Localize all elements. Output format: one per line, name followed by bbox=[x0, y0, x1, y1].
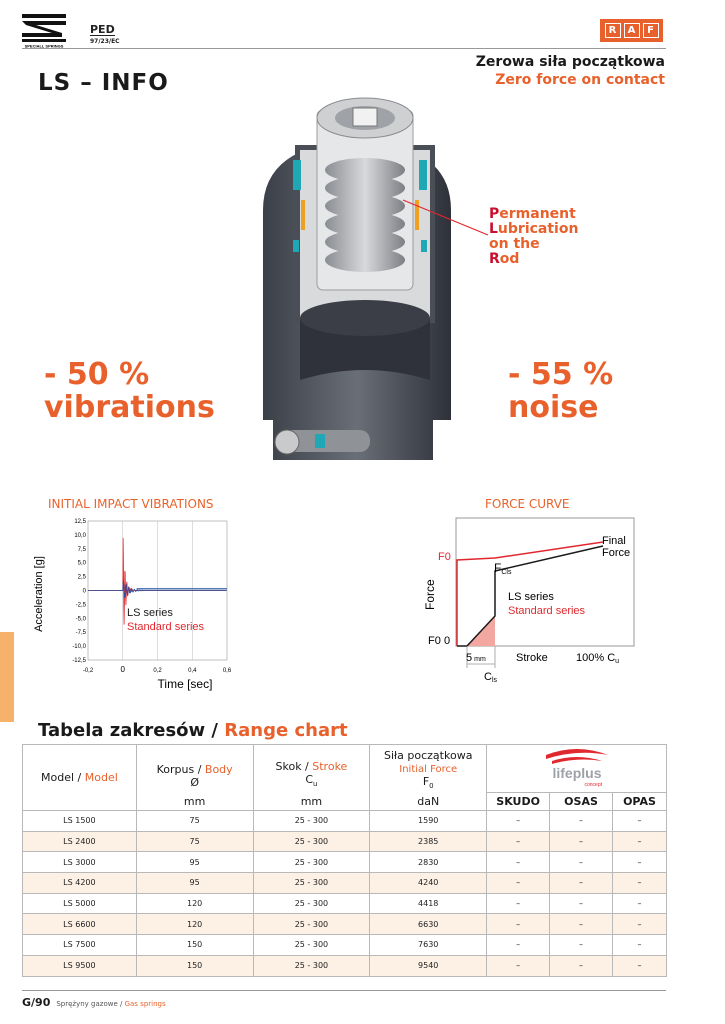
table-row bbox=[23, 873, 667, 894]
five-mm-label: 5 mm bbox=[466, 652, 486, 664]
gas-spring-cutaway-illustration bbox=[255, 90, 460, 475]
table-row bbox=[23, 935, 667, 956]
noise-label: noise bbox=[508, 390, 599, 425]
table-row bbox=[23, 914, 667, 935]
table-cell: – bbox=[612, 831, 666, 852]
force-chart-title: FORCE CURVE bbox=[485, 497, 570, 511]
table-row bbox=[23, 852, 667, 873]
f0-bottom-label: F0 bbox=[428, 635, 441, 647]
vibration-chart bbox=[30, 512, 245, 692]
vibration-label: vibrations bbox=[44, 390, 215, 425]
vibration-x-axis-label: Time [sec] bbox=[157, 677, 213, 691]
table-cell: 2385 bbox=[370, 831, 487, 852]
table-cell: 75 bbox=[136, 811, 253, 832]
vibration-y-tick: -7,5 bbox=[75, 630, 86, 637]
table-cell: 4418 bbox=[370, 893, 487, 914]
vibration-y-tick: -10,0 bbox=[72, 644, 86, 651]
table-cell: 25 - 300 bbox=[253, 852, 370, 873]
force-curve-chart bbox=[420, 512, 640, 687]
f0-top-label: F0 bbox=[438, 551, 451, 563]
vibration-y-tick: -2,5 bbox=[75, 602, 86, 609]
unit-body: mm bbox=[136, 793, 253, 811]
special-springs-logo bbox=[22, 14, 66, 48]
col-header-skudo: SKUDO bbox=[487, 793, 550, 811]
raf-letter: F bbox=[643, 23, 659, 38]
table-cell: – bbox=[550, 873, 613, 894]
table-cell: LS 6600 bbox=[23, 914, 137, 935]
footer-caption: Sprężyny gazowe / Gas springs bbox=[56, 1000, 166, 1008]
raf-logo bbox=[600, 19, 663, 42]
svg-text:concept: concept bbox=[584, 782, 602, 788]
vibration-x-tick: 0,2 bbox=[153, 668, 162, 674]
page-number: G/90 bbox=[22, 996, 51, 1009]
table-cell: 25 - 300 bbox=[253, 914, 370, 935]
table-cell: – bbox=[612, 893, 666, 914]
ped-badge bbox=[90, 18, 120, 45]
table-cell: 95 bbox=[136, 873, 253, 894]
svg-text:lifeplus: lifeplus bbox=[552, 765, 602, 781]
table-cell: 9540 bbox=[370, 955, 487, 976]
col-header-osas: OSAS bbox=[550, 793, 613, 811]
col-header-model: Model / Model bbox=[23, 745, 137, 811]
table-cell: 95 bbox=[136, 852, 253, 873]
col-header-opas: OPAS bbox=[612, 793, 666, 811]
raf-letter: R bbox=[605, 23, 621, 38]
table-cell: 150 bbox=[136, 955, 253, 976]
cls-label: Cls bbox=[484, 671, 498, 684]
table-cell: – bbox=[487, 873, 550, 894]
vibration-chart-title: INITIAL IMPACT VIBRATIONS bbox=[48, 497, 214, 511]
vibration-y-tick: 5,0 bbox=[77, 560, 86, 567]
table-cell: 150 bbox=[136, 935, 253, 956]
force-legend-standard: Standard series bbox=[508, 605, 586, 617]
table-cell: LS 4200 bbox=[23, 873, 137, 894]
lube-line: on the bbox=[489, 236, 540, 252]
table-cell: – bbox=[487, 831, 550, 852]
vibration-y-tick: -5,0 bbox=[75, 616, 86, 623]
page-footer bbox=[22, 996, 166, 1009]
col-header-stroke: Skok / Stroke $C_u$ bbox=[253, 745, 370, 793]
lubrication-pointer-line bbox=[400, 190, 495, 240]
table-cell: – bbox=[612, 935, 666, 956]
final-force-label-1: Final bbox=[602, 535, 626, 547]
table-cell: – bbox=[550, 935, 613, 956]
table-cell: – bbox=[550, 811, 613, 832]
vibration-x-tick: 0 bbox=[120, 665, 125, 674]
ped-title: PED bbox=[90, 23, 115, 36]
header-divider bbox=[22, 48, 666, 49]
lube-line: Lubrication bbox=[489, 221, 579, 237]
fcls-label: FCls bbox=[494, 561, 512, 576]
vibration-y-tick: 12,5 bbox=[74, 519, 86, 525]
table-cell: LS 1500 bbox=[23, 811, 137, 832]
table-cell: 25 - 300 bbox=[253, 873, 370, 894]
vibration-x-tick: 0,6 bbox=[222, 668, 232, 674]
brand-caption: SPECIALL SPRINGS bbox=[24, 43, 64, 48]
table-cell: – bbox=[487, 811, 550, 832]
table-cell: – bbox=[612, 852, 666, 873]
table-cell: – bbox=[487, 893, 550, 914]
ped-subtitle: 97/23/EC bbox=[90, 38, 120, 45]
table-cell: 75 bbox=[136, 831, 253, 852]
table-cell: 120 bbox=[136, 893, 253, 914]
force-legend-ls: LS series bbox=[508, 591, 554, 603]
table-row bbox=[23, 955, 667, 976]
table-cell: 25 - 300 bbox=[253, 811, 370, 832]
table-row bbox=[23, 893, 667, 914]
table-cell: – bbox=[612, 914, 666, 935]
vibration-y-tick: 0 bbox=[82, 588, 86, 595]
footer-divider bbox=[22, 990, 666, 991]
col-header-body: Korpus / Body Ø bbox=[136, 745, 253, 793]
table-cell: – bbox=[612, 873, 666, 894]
table-cell: – bbox=[487, 935, 550, 956]
table-cell: LS 5000 bbox=[23, 893, 137, 914]
vibration-x-tick: 0,4 bbox=[188, 668, 197, 674]
vibration-y-axis-label: Acceleration [g] bbox=[33, 556, 45, 632]
table-cell: 1590 bbox=[370, 811, 487, 832]
table-cell: 25 - 300 bbox=[253, 893, 370, 914]
page-title: LS – INFO bbox=[38, 70, 169, 96]
col-header-initial-force: Siła początkowa Initial Force $F_0$ bbox=[370, 745, 487, 793]
table-cell: – bbox=[550, 955, 613, 976]
table-cell: LS 9500 bbox=[23, 955, 137, 976]
noise-reduction-callout bbox=[508, 358, 613, 424]
section-tab-marker bbox=[0, 632, 14, 722]
table-cell: 2830 bbox=[370, 852, 487, 873]
unit-stroke: mm bbox=[253, 793, 370, 811]
lubrication-label bbox=[489, 207, 578, 267]
table-row bbox=[23, 811, 667, 832]
lifeplus-logo bbox=[487, 745, 667, 793]
subtitle-english: Zero force on contact bbox=[495, 72, 665, 88]
table-cell: – bbox=[487, 914, 550, 935]
final-force-label-2: Force bbox=[602, 547, 631, 559]
vibration-percent: - 50 % bbox=[44, 357, 150, 392]
vibration-y-tick: 2,5 bbox=[77, 574, 86, 581]
table-cell: – bbox=[550, 852, 613, 873]
table-cell: LS 7500 bbox=[23, 935, 137, 956]
table-cell: – bbox=[550, 914, 613, 935]
vibration-x-tick: -0,2 bbox=[82, 668, 94, 674]
table-cell: 25 - 300 bbox=[253, 831, 370, 852]
table-cell: – bbox=[487, 955, 550, 976]
table-cell: – bbox=[612, 955, 666, 976]
vibration-legend-ls: LS series bbox=[127, 607, 173, 619]
lube-line: Permanent bbox=[489, 206, 576, 222]
vibration-y-tick: -12,5 bbox=[72, 658, 86, 664]
table-cell: – bbox=[550, 893, 613, 914]
lifeplus-swoosh-icon bbox=[540, 745, 614, 789]
vibration-reduction-callout bbox=[44, 358, 215, 424]
table-cell: 7630 bbox=[370, 935, 487, 956]
table-cell: 6630 bbox=[370, 914, 487, 935]
lube-line: Rod bbox=[489, 251, 520, 267]
force-y-axis-label: Force bbox=[423, 579, 437, 610]
table-cell: – bbox=[612, 811, 666, 832]
table-cell: 120 bbox=[136, 914, 253, 935]
vibration-legend-standard: Standard series bbox=[127, 621, 205, 633]
raf-letter: A bbox=[624, 23, 640, 38]
subtitle-polish: Zerowa siła początkowa bbox=[475, 54, 665, 70]
table-cell: 25 - 300 bbox=[253, 935, 370, 956]
vibration-y-tick: 10,0 bbox=[74, 532, 86, 539]
table-cell: LS 2400 bbox=[23, 831, 137, 852]
range-chart-table bbox=[22, 744, 667, 977]
table-cell: – bbox=[550, 831, 613, 852]
unit-force: daN bbox=[370, 793, 487, 811]
stroke-x-axis-label: Stroke bbox=[516, 652, 548, 664]
zero-label: 0 bbox=[444, 635, 451, 647]
noise-percent: - 55 % bbox=[508, 357, 614, 392]
vibration-y-tick: 7,5 bbox=[77, 546, 86, 553]
table-cell: LS 3000 bbox=[23, 852, 137, 873]
table-cell: 4240 bbox=[370, 873, 487, 894]
range-chart-title: Tabela zakresów / Range chart bbox=[38, 720, 348, 741]
hundred-cu-label: 100% Cu bbox=[576, 652, 620, 665]
table-cell: 25 - 300 bbox=[253, 955, 370, 976]
table-row bbox=[23, 831, 667, 852]
table-cell: – bbox=[487, 852, 550, 873]
